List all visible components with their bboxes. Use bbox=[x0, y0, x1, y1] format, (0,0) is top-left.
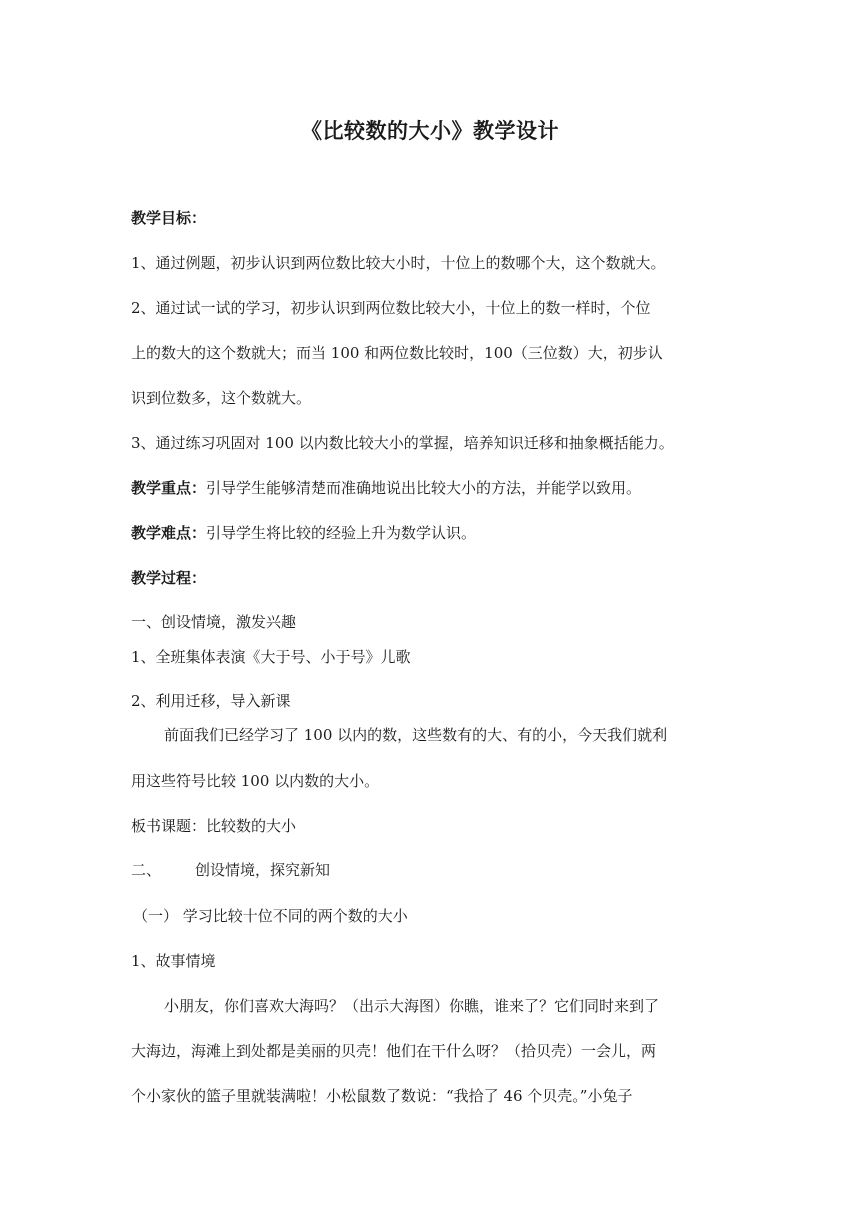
section-2-heading bbox=[131, 860, 330, 880]
process-heading: 教学过程： bbox=[131, 569, 207, 587]
section-1-item-1: 1、全班集体表演《大于号、小于号》儿歌 bbox=[131, 648, 411, 666]
goal-item-2-line-1: 2、通过试一试的学习，初步认识到两位数比较大小，十位上的数一样时，个位 bbox=[131, 299, 651, 317]
goal-item-2-line-2: 上的数大的这个数就大；而当 100 和两位数比较时，100（三位数）大，初步认 bbox=[131, 344, 663, 362]
page-title: 《比较数的大小》教学设计 bbox=[301, 119, 559, 143]
key-point-text: 引导学生能够清楚而准确地说出比较大小的方法，并能学以致用。 bbox=[206, 479, 642, 497]
goals-heading: 教学目标： bbox=[131, 209, 207, 227]
difficulty-text: 引导学生将比较的经验上升为数学认识。 bbox=[206, 524, 477, 542]
difficulty-paragraph bbox=[131, 523, 476, 543]
difficulty-label: 教学难点： bbox=[131, 524, 207, 542]
key-point-paragraph bbox=[131, 478, 641, 498]
section-2-number: 二、 bbox=[131, 861, 162, 879]
story-line-3: 个小家伙的篮子里就装满啦！小松鼠数了数说：“我拾了 46 个贝壳。”小兔子 bbox=[131, 1087, 633, 1105]
key-point-label: 教学重点： bbox=[131, 479, 207, 497]
goal-item-2-line-3: 识到位数多，这个数就大。 bbox=[131, 389, 312, 407]
intro-paragraph-line-1: 前面我们已经学习了 100 以内的数，这些数有的大、有的小，今天我们就利 bbox=[164, 726, 668, 744]
subsection-1-heading: （一） 学习比较十位不同的两个数的大小 bbox=[133, 907, 408, 925]
story-line-2: 大海边，海滩上到处都是美丽的贝壳！他们在干什么呀？（拾贝壳）一会儿，两 bbox=[131, 1042, 657, 1060]
intro-paragraph-line-2: 用这些符号比较 100 以内数的大小。 bbox=[131, 772, 380, 790]
goal-item-3: 3、通过练习巩固对 100 以内数比较大小的掌握，培养知识迁移和抽象概括能力。 bbox=[131, 434, 674, 452]
section-1-item-2: 2、利用迁移，导入新课 bbox=[131, 692, 291, 710]
section-1-heading: 一、创设情境，激发兴趣 bbox=[131, 613, 297, 631]
goal-item-1: 1、通过例题，初步认识到两位数比较大小时，十位上的数哪个大，这个数就大。 bbox=[131, 254, 666, 272]
board-title: 板书课题：比较数的大小 bbox=[131, 817, 297, 835]
story-line-1: 小朋友，你们喜欢大海吗？（出示大海图）你瞧，谁来了？它们同时来到了 bbox=[164, 997, 660, 1015]
story-heading: 1、故事情境 bbox=[131, 952, 216, 970]
section-2-text: 创设情境，探究新知 bbox=[195, 861, 331, 879]
